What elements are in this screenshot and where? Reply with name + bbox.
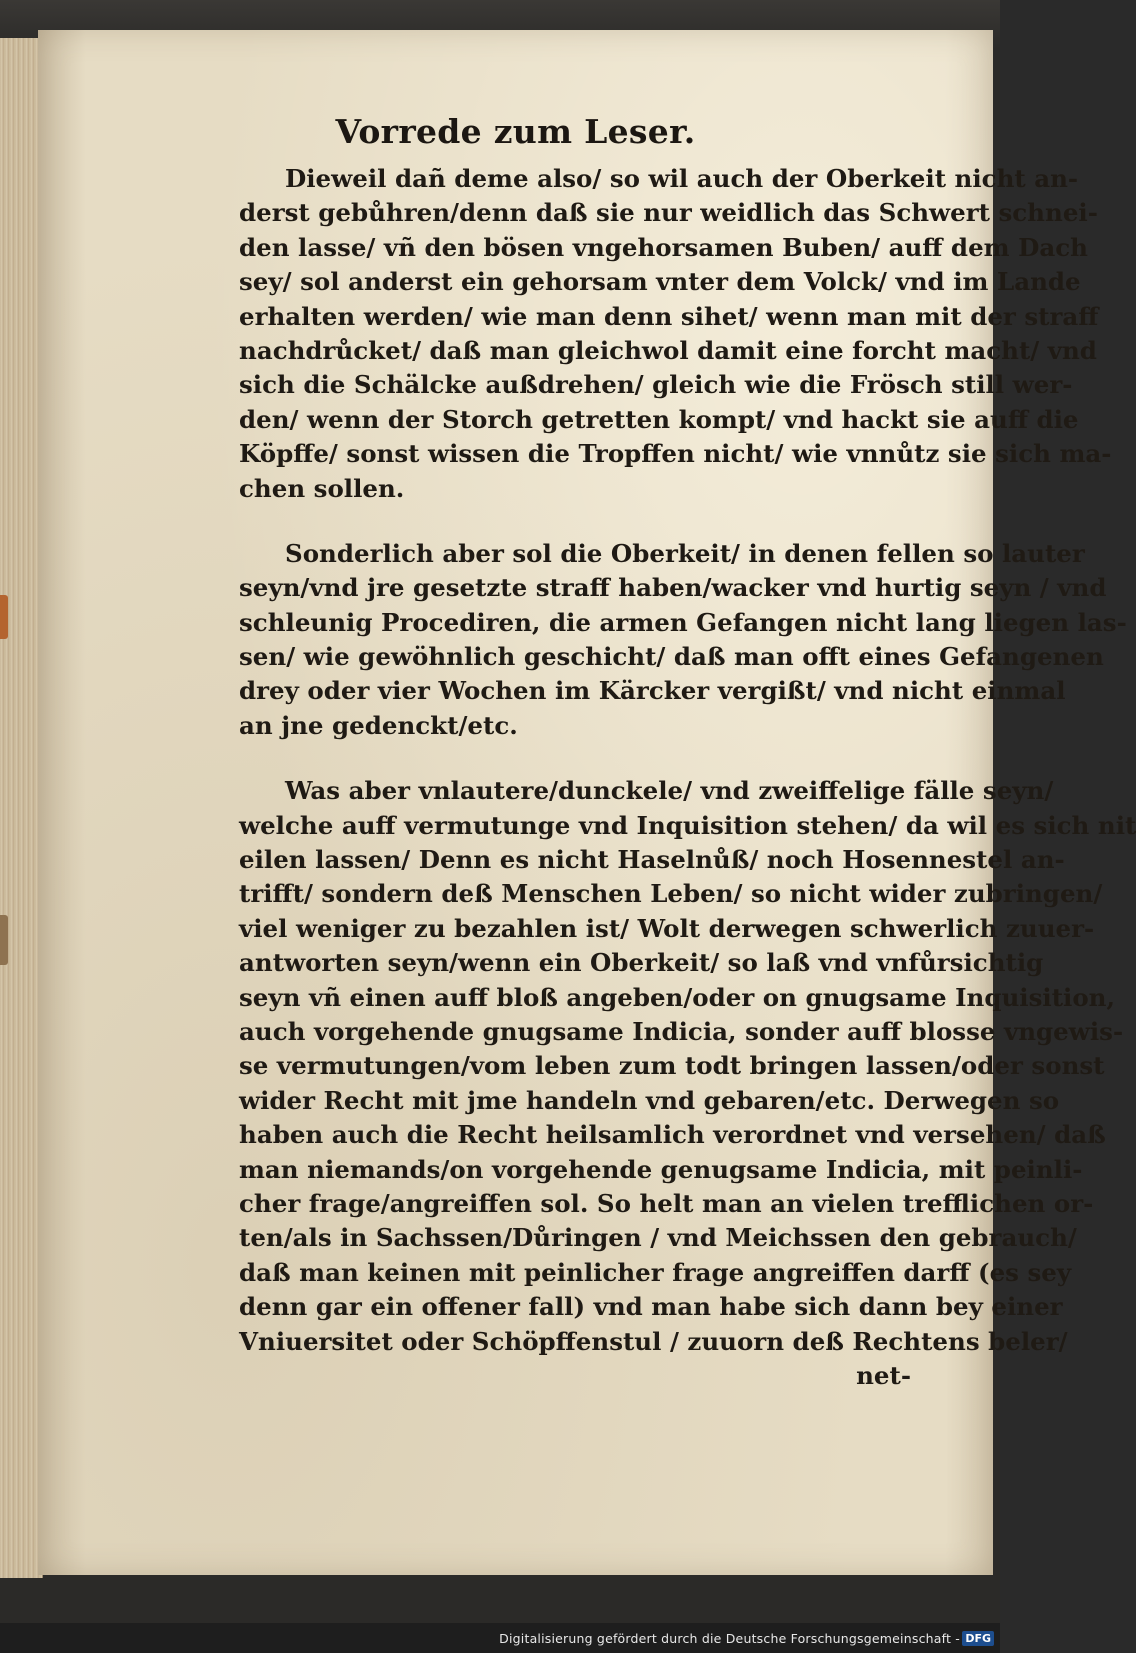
text-line: daß man keinen mit peinlicher frage angreiffen darff (es sey: [239, 1257, 1072, 1287]
paragraph-2: [239, 537, 1127, 743]
bookmark-tab: [0, 595, 8, 639]
text-line: eilen lassen/ Denn es nicht Haselnůß/ noch Hosennestel an-: [239, 845, 1065, 875]
text-line: sich die Schälcke außdrehen/ gleich wie die Frösch still wer-: [239, 370, 1073, 400]
text-line: man niemands/on vorgehende genugsame Indicia, mit peinli-: [239, 1154, 1083, 1184]
text-line: erhalten werden/ wie man denn sihet/ wenn man mit der straff: [239, 301, 1099, 331]
text-line: seyn/vnd jre gesetzte straff haben/wacker vnd hurtig seyn / vnd: [239, 573, 1107, 603]
paragraph-spacer: [239, 506, 911, 537]
text-line: se vermutungen/vom leben zum todt bringen lassen/oder sonst: [239, 1051, 1105, 1081]
paragraph-spacer: [239, 743, 911, 774]
text-line: Vniuersitet oder Schöpffenstul / zuuorn deß Rechtens beler/: [239, 1326, 1068, 1356]
text-line: chen sollen.: [239, 473, 405, 503]
text-line: den/ wenn der Storch getretten kompt/ vnd hackt sie auff die: [239, 404, 1079, 434]
body-text: [239, 162, 1136, 1393]
dfg-logo: DFG: [962, 1631, 994, 1646]
text-line: drey oder vier Wochen im Kärcker vergißt/ vnd nicht einmal: [239, 676, 1066, 706]
text-line: Köpffe/ sonst wissen die Tropffen nicht/ wie vnnůtz sie sich ma-: [239, 439, 1112, 469]
text-line: sen/ wie gewöhnlich geschicht/ daß man offt eines Gefangenen: [239, 642, 1104, 672]
text-line: den lasse/ vñ den bösen vngehorsamen Buben/ auff dem Dach: [239, 232, 1088, 262]
text-line: Was aber vnlautere/dunckele/ vnd zweiffelige fälle seyn/: [285, 776, 1054, 806]
text-line: haben auch die Recht heilsamlich verordnet vnd versehen/ daß: [239, 1120, 1106, 1150]
text-line: viel weniger zu bezahlen ist/ Wolt derwegen schwerlich zuuer-: [239, 913, 1095, 943]
text-line: trifft/ sondern deß Menschen Leben/ so nicht wider zubringen/: [239, 879, 1103, 909]
text-line: denn gar ein offener fall) vnd man habe sich dann bey einer: [239, 1292, 1063, 1322]
text-line: seyn vñ einen auff bloß angeben/oder on gnugsame Inquisition,: [239, 982, 1116, 1012]
text-line: auch vorgehende gnugsame Indicia, sonder auff blosse vngewis-: [239, 1016, 1124, 1046]
running-head: Vorrede zum Leser.: [335, 112, 696, 151]
text-line: an jne gedenckt/etc.: [239, 710, 518, 740]
text-line: ten/als in Sachssen/Důringen / vnd Meichssen den gebrauch/: [239, 1223, 1077, 1253]
text-line: welche auff vermutunge vnd Inquisition stehen/ da wil es sich nit: [239, 810, 1136, 840]
text-line: Dieweil dañ deme also/ so wil auch der Oberkeit nicht an-: [285, 164, 1079, 193]
book-page-edges: [0, 38, 43, 1578]
funding-credit: Digitalisierung gefördert durch die Deutsche Forschungsgemeinschaft -: [499, 1631, 960, 1646]
catchword: net-: [856, 1360, 911, 1390]
footer-bar: [0, 1623, 1000, 1653]
text-line: Sonderlich aber sol die Oberkeit/ in denen fellen so lauter: [285, 538, 1085, 568]
text-line: derst gebůhren/denn daß sie nur weidlich das Schwert schnei-: [239, 198, 1098, 228]
paragraph-1: [239, 162, 1112, 506]
document-page: [38, 30, 1136, 1575]
paragraph-3: [239, 774, 1136, 1359]
text-line: wider Recht mit jme handeln vnd gebaren/etc. Derwegen so: [239, 1085, 1060, 1115]
text-line: schleunig Procediren, die armen Gefangen nicht lang liegen las-: [239, 607, 1127, 637]
text-line: antworten seyn/wenn ein Oberkeit/ so laß vnd vnfůrsichtig: [239, 948, 1044, 978]
text-line: nachdrůcket/ daß man gleichwol damit eine forcht macht/ vnd: [239, 335, 1097, 365]
bookmark-tab: [0, 915, 8, 965]
text-line: sey/ sol anderst ein gehorsam vnter dem Volck/ vnd im Lande: [239, 267, 1081, 297]
text-line: cher frage/angreiffen sol. So helt man an vielen trefflichen or-: [239, 1188, 1094, 1218]
